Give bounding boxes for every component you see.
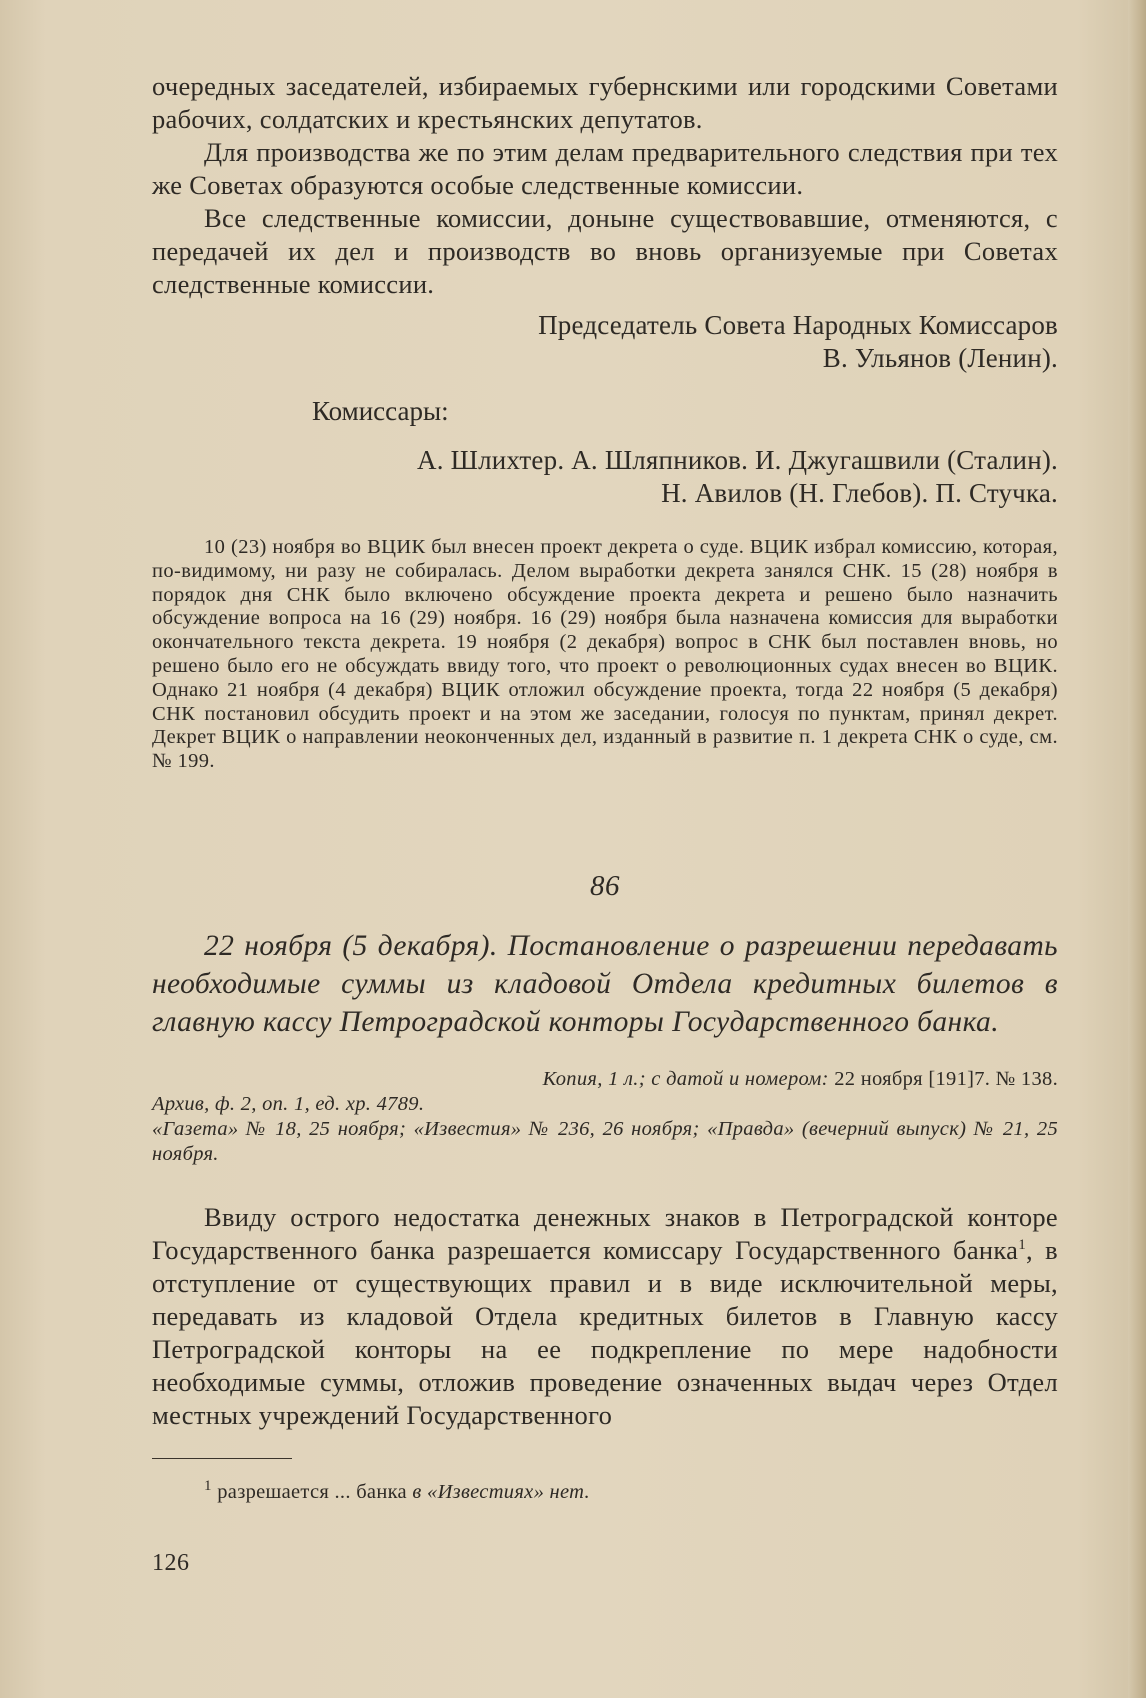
source-date-number: 22 ноября [191]7. № 138. [834,1067,1058,1090]
commissars-line-2: Н. Авилов (Н. Глебов). П. Стучка. [661,478,1058,508]
source-publications: «Газета» № 18, 25 ноября; «Известия» № 236, 26 ноября; «Правда» (вечерний выпуск) № 21, 25 ноября. [152,1117,1058,1165]
commissars-label: Комиссары: [312,396,449,426]
signature-name: В. Ульянов (Ленин). [822,343,1058,373]
footnote-reference: 1 [1018,1237,1027,1254]
page-content [152,70,1058,1505]
footnote-text: разрешается ... банка [217,1480,407,1503]
page-edge-shadow [1128,0,1146,1698]
decree-text [152,1201,1058,1432]
document-title: 22 ноября (5 декабря). Постановление о разрешении передавать необходимые суммы из кладовой Отдела кредитных билетов в главную кассу Петроградской конторы Государственного банка. [152,929,1058,1038]
commissars-list [152,444,1058,510]
source-references [152,1067,1058,1167]
footnote [152,1479,1058,1505]
source-line-1 [152,1067,1058,1092]
source-copy-description: Копия, 1 л.; с датой и номером: [542,1067,829,1090]
source-archive: Архив, ф. 2, оп. 1, ед. хр. 4789. [152,1092,425,1115]
footnote-mark: 1 [204,1478,212,1495]
page-number: 126 [152,1550,190,1576]
editorial-commentary: 10 (23) ноября во ВЦИК был внесен проект декрета о суде. ВЦИК избрал комиссию, которая, по-видимому, ни разу не собиралась. Делом выработки декрета занялся СНК. 15 (28) ноября в порядок дня СНК было включено обсуждение проекта декрета и решено было назначить обсуждение вопроса на 16 (29) ноября. 16 (29) ноября была назначена комиссия для выработки окончательного текста декрета. 19 ноября (2 декабря) вопрос в СНК был поставлен вновь, но решено было его не обсуждать ввиду того, что проект о революционных судах внесен во ВЦИК. Однако 21 ноября (4 декабря) ВЦИК отложил обсуждение проекта, тогда 22 ноября (5 декабря) СНК постановил обсудить проект и на этом же заседании, голосуя по пунктам, принял декрет. Декрет ВЦИК о направлении неоконченных дел, изданный в развитие п. 1 декрета СНК о суде, см. № 199. [152,536,1058,773]
signature-title: Председатель Совета Народных Комиссаров [538,310,1058,340]
continuation-paragraph-2: Для производства же по этим делам предварительного следствия при тех же Советах образуются особые следственные комиссии. [152,137,1058,200]
commissars-line-1: А. Шлихтер. А. Шляпников. И. Джугашвили (Сталин). [417,445,1058,475]
signature-block [152,309,1058,510]
decree-text-part-1: Ввиду острого недостатка денежных знаков в Петроградской конторе Государственного банка разрешается комиссару Государственного банка [152,1201,1058,1265]
continuation-paragraph-1: очередных заседателей, избираемых губернскими или городскими Советами рабочих, солдатских и крестьянских депутатов. [152,71,1058,134]
footnote-divider [152,1458,292,1459]
decree-text-part-2: , в отступление от существующих правил и в виде исключительной меры, передавать из кладовой Отдела кредитных билетов в Главную кассу Петроградской конторы на ее подкрепление по мере надобности необходимые суммы, отложив проведение означенных выдач через Отдел местных учреждений Государственного [152,1234,1058,1430]
footnote-italic-text: в «Известиях» нет. [412,1480,590,1503]
continuation-paragraph-3: Все следственные комиссии, доныне существовавшие, отменяются, с передачей их дел и производств во вновь организуемые при Советах следственные комиссии. [152,203,1058,299]
document-number: 86 [590,869,620,902]
